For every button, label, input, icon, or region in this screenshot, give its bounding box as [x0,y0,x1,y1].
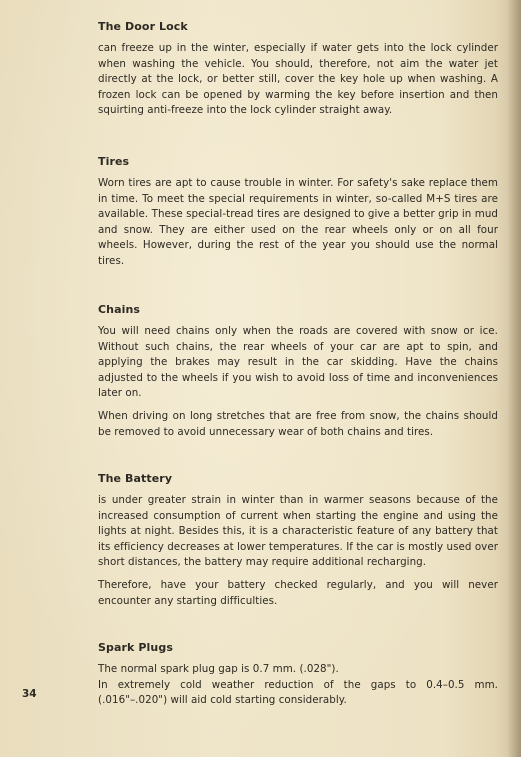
section-tires [98,155,498,277]
section-heading: Spark Plugs [98,641,173,654]
section-battery [98,472,498,616]
section-heading: Tires [98,155,130,168]
section-chains [98,303,498,447]
section-paragraph: You will need chains only when the roads are covered with snow or ice. Without such chains, the rear wheels of your car are apt to spin, and applying the brakes may result in the car skidding. Have the chains adjusted to the wheels if you wish to avoid loss of time and inconveniences later on. [98,325,498,400]
page-edge-shadow [507,0,521,757]
section-door-lock [98,20,498,126]
section-spark-plugs [98,641,498,716]
section-paragraph: can freeze up in the winter, especially if water gets into the lock cylinder when washing the vehicle. You should, therefore, not aim the water jet directly at the lock, or better still, cover the key hole up when washing. A frozen lock can be opened by warming the key before insertion and then squirting anti-freeze into the lock cylinder straight away. [98,42,498,117]
section-heading: Chains [98,303,141,316]
section-heading: The Battery [98,472,173,485]
section-paragraph: is under greater strain in winter than in warmer seasons because of the increased consumption of current when starting the engine and using the lights at night. Besides this, it is a characteristic feature of any battery that its efficiency decreases at lower temperatures. If the car is mostly used over short distances, the battery may require additional recharging. [98,494,498,569]
section-paragraph: The normal spark plug gap is 0.7 mm. (.028"). [98,663,339,675]
section-paragraph: When driving on long stretches that are free from snow, the chains should be removed to avoid unnecessary wear of both chains and tires. [98,409,498,438]
section-paragraph: In extremely cold weather reduction of the gaps to 0.4–0.5 mm. (.016"–.020") will aid cold starting considerably. [98,678,498,707]
page-number: 34 [22,688,37,700]
section-paragraph: Therefore, have your battery checked regularly, and you will never encounter any starting difficulties. [98,578,498,607]
section-paragraph: Worn tires are apt to cause trouble in winter. For safety's sake replace them in time. To meet the special requirements in winter, so-called M+S tires are available. These special-tread tires are designed to give a better grip in mud and snow. They are either used on the rear wheels only or on all four wheels. However, during the rest of the year you should use the normal tires. [98,177,498,267]
section-heading: The Door Lock [98,20,188,33]
